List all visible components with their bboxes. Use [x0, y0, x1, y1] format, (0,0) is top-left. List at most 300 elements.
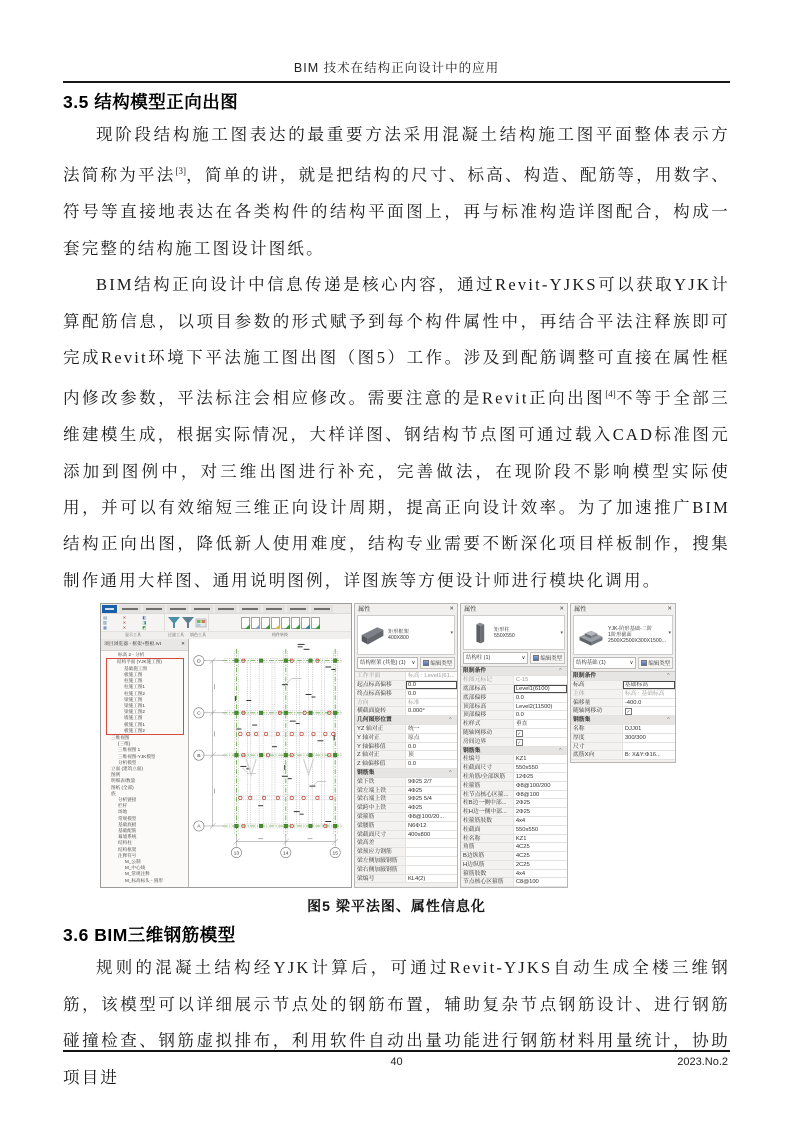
- property-label: H边纵筋: [461, 861, 514, 869]
- property-label: 梁左端上铁: [355, 787, 406, 795]
- property-row[interactable]: [461, 852, 567, 861]
- hide-icon[interactable]: ✕: [122, 615, 127, 621]
- property-label: Z 轴偏移值: [355, 760, 406, 768]
- type-preview[interactable]: YJK-阶形基础-二阶 1阶形截面 2500X2500X300X1500... ▾: [573, 615, 673, 655]
- edit-type-button[interactable]: 编辑类型: [638, 657, 673, 669]
- property-row[interactable]: [461, 711, 567, 720]
- browser-tree-item[interactable]: 柱施工图1: [106, 684, 184, 690]
- hide-icon[interactable]: ✕: [122, 620, 127, 626]
- chevron-down-icon[interactable]: ▾: [450, 630, 453, 637]
- browser-tree-item[interactable]: 梁施工图: [106, 697, 184, 703]
- browser-tree-item[interactable]: 三维视图-YJK模型: [118, 753, 156, 759]
- browser-tree-item[interactable]: 基础底板: [118, 821, 137, 827]
- color-fill-grid-icon[interactable]: [196, 618, 206, 628]
- close-icon[interactable]: ✕: [449, 606, 454, 613]
- property-label: 梁高差: [355, 839, 406, 847]
- property-value[interactable]: 400x800: [407, 831, 431, 838]
- property-row[interactable]: [355, 716, 457, 725]
- app-menu-button[interactable]: [102, 605, 117, 613]
- ribbon-tools: [101, 614, 351, 631]
- property-label: 钢筋集: [463, 747, 481, 754]
- filter-funnel-icon[interactable]: [168, 617, 180, 629]
- edit-type-button[interactable]: 编辑类型: [420, 657, 455, 669]
- property-row[interactable]: [571, 751, 675, 760]
- properties-panel-beam: [354, 603, 458, 888]
- property-label: 主体: [571, 690, 623, 698]
- show-icon[interactable]: ▤: [103, 615, 107, 621]
- property-row[interactable]: [461, 861, 567, 870]
- property-value[interactable]: [406, 839, 457, 847]
- property-value[interactable]: [623, 743, 675, 751]
- property-label: 梁截面尺寸: [355, 831, 406, 839]
- property-label: 角筋: [461, 843, 514, 851]
- property-value[interactable]: [557, 747, 567, 755]
- property-value[interactable]: [665, 716, 675, 724]
- property-value[interactable]: [406, 866, 457, 874]
- ribbon-tab[interactable]: [215, 605, 237, 613]
- project-browser-titlebar[interactable]: 项目浏览器 - 框架+整板.rvt ✕: [101, 639, 188, 651]
- close-icon[interactable]: ✕: [559, 606, 564, 613]
- property-row[interactable]: [355, 743, 457, 752]
- property-row[interactable]: [571, 743, 675, 752]
- property-value[interactable]: [406, 848, 457, 856]
- property-value[interactable]: 4x4: [515, 870, 526, 877]
- property-row[interactable]: [571, 734, 675, 743]
- browser-tree-item[interactable]: 墙施工图: [106, 715, 184, 721]
- browser-tree-item[interactable]: 注释符号: [118, 852, 137, 858]
- property-row[interactable]: [461, 720, 567, 729]
- browser-tree-item[interactable]: 板施工图: [106, 672, 184, 678]
- close-icon[interactable]: ✕: [180, 642, 185, 648]
- ribbon-tab[interactable]: [167, 605, 189, 613]
- chevron-down-icon: ∨: [521, 655, 526, 662]
- property-value[interactable]: -400.0: [624, 699, 642, 706]
- property-label: 柱样式: [461, 720, 514, 728]
- property-label: 顶部偏移: [461, 711, 514, 719]
- browser-tree-item[interactable]: 族: [111, 790, 116, 796]
- property-label: Y 轴偏移值: [355, 743, 406, 751]
- property-row[interactable]: [461, 738, 567, 747]
- property-value[interactable]: C-15: [515, 677, 529, 684]
- property-row[interactable]: [355, 813, 457, 822]
- browser-tree-item[interactable]: 图纸 (全部): [111, 784, 134, 790]
- browser-tree-item[interactable]: M_中心线: [125, 865, 146, 871]
- property-row[interactable]: [355, 690, 457, 699]
- browser-tree-item[interactable]: 幕墙系统: [118, 834, 137, 840]
- property-value[interactable]: C8@100: [515, 879, 539, 886]
- property-value[interactable]: [406, 857, 457, 865]
- ribbon-tab-strip[interactable]: [101, 604, 351, 614]
- property-value[interactable]: [514, 738, 567, 746]
- browser-tree-item[interactable]: 板施工图2: [106, 728, 184, 735]
- half-tone-icon[interactable]: ◧: [142, 615, 147, 621]
- property-value[interactable]: 0.0: [515, 712, 524, 719]
- ribbon-tab[interactable]: [119, 605, 141, 613]
- grid-bubble-label: 13: [233, 851, 240, 857]
- beam-preview-image: [360, 623, 386, 647]
- property-label: 起点标高偏移: [355, 681, 406, 689]
- ribbon-tab[interactable]: [143, 605, 165, 613]
- property-row[interactable]: [571, 681, 675, 690]
- group-label: 过滤工具: [168, 632, 184, 638]
- property-row[interactable]: [355, 760, 457, 769]
- property-row[interactable]: [355, 672, 457, 681]
- edit-type-icon: [423, 660, 429, 666]
- property-label: 限制条件: [573, 673, 597, 680]
- ribbon-tab[interactable]: [263, 605, 285, 613]
- browser-tree-item[interactable]: 梁施工图1: [106, 703, 184, 709]
- convert-tools-group[interactable]: [209, 614, 351, 631]
- browser-tree-item[interactable]: 结构框架: [118, 846, 137, 852]
- panel-title: 属性: [464, 606, 477, 614]
- property-value[interactable]: 12Φ25: [515, 773, 534, 780]
- property-row[interactable]: [461, 782, 567, 791]
- property-value[interactable]: 300/300: [624, 734, 646, 741]
- property-value[interactable]: N6Φ12: [407, 822, 427, 829]
- grid-bubble-label: 15: [332, 851, 338, 857]
- property-value[interactable]: 9Φ25 5/4: [407, 796, 432, 803]
- drawing-area[interactable]: [189, 639, 351, 887]
- browser-tree-item[interactable]: 梁施工图2: [106, 709, 184, 715]
- paragraph-1: 现阶段结构施工图表达的最重要方法采用混凝土结构施工图平面整体表示方法简称为平法[3]，简单的讲，就是把结构的尺寸、标高、构造、配筋等，用数字、符号等直接地表达在各类构件的结构平面图上，再与标准构造详图配合，构成一套完整的结构施工图设计图纸。: [63, 125, 730, 258]
- property-label: 柱名称: [461, 835, 514, 843]
- property-label: 梁腰筋: [355, 822, 406, 830]
- ribbon-tab[interactable]: [311, 605, 333, 613]
- browser-tree-item[interactable]: 基础配筋: [118, 827, 137, 833]
- property-value[interactable]: 顶: [407, 752, 414, 759]
- property-row[interactable]: [355, 822, 457, 831]
- group-label: 显示工具: [125, 632, 141, 638]
- export-doc-icon[interactable]: [281, 617, 290, 629]
- property-row[interactable]: [461, 773, 567, 782]
- figure-5: [63, 603, 730, 916]
- property-value[interactable]: 0.0: [407, 743, 416, 750]
- property-label: 梁预应力钢筋: [355, 848, 406, 856]
- property-row[interactable]: [461, 729, 567, 738]
- type-preview[interactable]: 矩形柱 550X550 ▾: [463, 615, 565, 650]
- property-row[interactable]: [461, 764, 567, 773]
- property-label: Z 轴对正: [355, 751, 406, 759]
- property-label: 柱箍筋肢数: [461, 817, 514, 825]
- browser-tree-item[interactable]: 三维视图: [111, 734, 130, 740]
- project-browser-tree: [101, 651, 188, 887]
- property-label: 节点核心区箍筋: [461, 878, 514, 886]
- show-icon[interactable]: ▦: [103, 625, 107, 631]
- page-footer: [63, 1050, 730, 1068]
- property-label: 柱图元标记: [461, 676, 514, 684]
- property-row[interactable]: [355, 725, 457, 734]
- issue-label: 2023.No.2: [677, 1056, 728, 1068]
- property-row[interactable]: [461, 835, 567, 844]
- property-value[interactable]: 原点: [407, 734, 420, 741]
- property-label: 底部偏移: [461, 694, 514, 702]
- browser-tree-item[interactable]: 明细表/数量: [111, 778, 136, 784]
- property-row[interactable]: [355, 769, 457, 778]
- property-row[interactable]: [461, 808, 567, 817]
- property-row[interactable]: [461, 676, 567, 685]
- property-value[interactable]: [623, 707, 675, 715]
- property-label: Y 轴对正: [355, 734, 406, 742]
- page-number: 40: [390, 1056, 403, 1068]
- property-row[interactable]: [571, 716, 675, 725]
- property-value[interactable]: 9Φ25 2/7: [407, 778, 432, 785]
- browser-tree-item[interactable]: 结构平面 (YJK施工图): [106, 658, 184, 665]
- property-row[interactable]: [461, 694, 567, 703]
- property-label: 柱角筋/全部纵筋: [461, 773, 514, 781]
- property-row[interactable]: [355, 839, 457, 848]
- filter-tools-group[interactable]: [165, 614, 209, 631]
- property-label: 梁左侧加腋钢筋: [355, 857, 406, 865]
- edit-type-icon: [533, 655, 539, 661]
- check-icon[interactable]: ◩: [142, 625, 147, 631]
- property-value[interactable]: 0.0: [407, 761, 416, 768]
- property-value[interactable]: 统一: [407, 726, 420, 733]
- type-preview[interactable]: 矩形框架 400X800 ▾: [357, 615, 455, 655]
- chevron-down-icon[interactable]: ▾: [560, 630, 563, 637]
- property-label: 随轴网移动: [461, 729, 514, 737]
- property-label: 名称: [571, 725, 623, 733]
- property-label: YZ 轴对正: [355, 725, 406, 733]
- browser-tree-item[interactable]: 立面 (建筑立面): [111, 765, 143, 771]
- property-value[interactable]: 4Φ25: [407, 787, 423, 794]
- property-label: 钢筋集: [573, 717, 591, 724]
- property-value[interactable]: 垂直: [515, 721, 528, 728]
- property-label: 标高: [571, 681, 623, 689]
- property-row[interactable]: [355, 734, 457, 743]
- property-value[interactable]: 2C25: [515, 861, 530, 868]
- property-value[interactable]: KL4(2): [407, 875, 426, 882]
- isolate-icon[interactable]: ◨: [142, 620, 147, 626]
- property-label: 梁跨中上铁: [355, 804, 406, 812]
- grid-bubble-label: B: [197, 754, 201, 760]
- figure-5-image: [100, 603, 730, 891]
- ribbon-tab[interactable]: [239, 605, 261, 613]
- property-label: 方向: [355, 699, 406, 707]
- property-label: 柱H边一侧中部...: [461, 808, 514, 816]
- property-row[interactable]: [571, 672, 675, 681]
- property-value[interactable]: [514, 729, 567, 737]
- property-row[interactable]: [461, 878, 567, 887]
- section-3-6-heading: 3.6 BIM三维钢筋模型: [63, 925, 236, 946]
- property-label: 钢筋集: [357, 770, 375, 777]
- property-row[interactable]: [355, 875, 457, 884]
- property-label: 梁下铁: [355, 778, 406, 786]
- property-row[interactable]: [461, 667, 567, 676]
- property-row[interactable]: [355, 804, 457, 813]
- property-value[interactable]: 标高 : 基础标高: [624, 690, 665, 697]
- browser-tree-item[interactable]: 场地: [118, 809, 128, 815]
- section-3-5-heading: 3.5 结构模型正向出图: [63, 92, 239, 112]
- property-value[interactable]: Φ8@100/20...: [407, 814, 445, 821]
- edit-type-button[interactable]: 编辑类型: [530, 652, 565, 664]
- property-row[interactable]: [461, 826, 567, 835]
- property-row[interactable]: [355, 866, 457, 875]
- hide-icon[interactable]: ✕: [122, 625, 127, 631]
- property-value[interactable]: 0.000°: [407, 708, 425, 715]
- property-row[interactable]: [461, 799, 567, 808]
- property-label: 柱节点核心区箍...: [461, 791, 514, 799]
- property-value[interactable]: 2Φ25: [515, 800, 531, 807]
- browser-tree-item[interactable]: 结构柱: [118, 840, 132, 846]
- property-label: 工作平面: [355, 672, 406, 680]
- revit-window: [100, 603, 352, 888]
- property-value[interactable]: Φ8@100/200: [515, 782, 551, 789]
- property-value[interactable]: KZ1: [515, 835, 527, 842]
- property-value[interactable]: 550x550: [515, 826, 539, 833]
- property-row[interactable]: [355, 848, 457, 857]
- property-label: 终点标高偏移: [355, 690, 406, 698]
- property-label: B边纵筋: [461, 852, 514, 860]
- paragraph-2: BIM结构正向设计中信息传递是核心内容，通过Revit-YJKS可以获取YJK计算配筋信息，以项目参数的形式赋予到每个构件属性中，再结合平法注释族即可完成Revit环境下平法施工图出图（图5）工作。涉及到配筋调整可直接在属性框内修改参数，平法标注会相应修改。需要注意的是Revit正向出图[4]不等于全部三维建模生成，根据实际情况，大样详图、钢结构节点图可通过载入CAD标准图元添加到图例中，对三维出图进行补充，完善做法，在现阶段不影响模型实际使用，并可以有效缩短三维正向设计周期，提高正向设计效率。为了加速推广BIM结构正向出图，降低新人使用难度，结构专业需要不断深化项目样板制作，搜集制作通用大样图、通用说明图例，详图族等方便设计师进行模块化调用。: [63, 275, 730, 590]
- export-doc-icon[interactable]: [311, 617, 320, 629]
- group-label: 填色工具: [190, 632, 206, 638]
- show-icon[interactable]: ▥: [103, 620, 107, 626]
- property-row[interactable]: [461, 703, 567, 712]
- property-value[interactable]: KZ1: [515, 756, 527, 763]
- property-row[interactable]: [355, 699, 457, 708]
- browser-tree-item[interactable]: 图例: [111, 772, 121, 778]
- property-value[interactable]: 标准: [407, 699, 420, 706]
- property-row[interactable]: [461, 791, 567, 800]
- grid-bubble-label: 14: [283, 851, 289, 857]
- property-value[interactable]: [447, 769, 457, 777]
- close-icon[interactable]: ✕: [667, 606, 672, 613]
- property-row[interactable]: [461, 755, 567, 764]
- property-label: 梁编号: [355, 875, 406, 883]
- group-label: 构件转换: [272, 632, 288, 638]
- grid-bubble-label: A: [197, 825, 201, 831]
- property-label: 柱B边一侧中部...: [461, 799, 514, 807]
- column-preview-image: [466, 620, 492, 646]
- property-label: 箍筋肢数: [461, 870, 514, 878]
- property-label: 顶部标高: [461, 703, 514, 711]
- export-doc-icon[interactable]: [241, 617, 250, 629]
- property-value[interactable]: 4Φ25: [407, 805, 423, 812]
- property-value[interactable]: 4C25: [515, 844, 530, 851]
- property-value[interactable]: 0.0: [406, 681, 457, 689]
- property-row[interactable]: [571, 725, 675, 734]
- property-value[interactable]: 基础标高: [623, 681, 675, 689]
- browser-tree-item[interactable]: M_标高标头 - 圆形: [125, 877, 164, 883]
- property-label: 房间边界: [461, 738, 514, 746]
- panel-title: 属性: [574, 606, 587, 614]
- browser-tree-item[interactable]: M_常规注释: [125, 871, 150, 877]
- export-doc-icon[interactable]: [261, 617, 270, 629]
- property-value[interactable]: Level2(11500): [515, 703, 553, 710]
- browser-tree-item[interactable]: 分析链接: [118, 796, 137, 802]
- chevron-down-icon[interactable]: ▾: [668, 630, 671, 637]
- property-row[interactable]: [461, 870, 567, 879]
- browser-tree-item[interactable]: 板施工图1: [106, 722, 184, 728]
- property-value[interactable]: [665, 672, 675, 680]
- property-row[interactable]: [355, 751, 457, 760]
- property-value[interactable]: Level1(6100): [514, 685, 567, 693]
- property-label: 底部标高: [461, 685, 514, 693]
- edit-type-icon: [641, 660, 647, 666]
- panel-title: 属性: [358, 606, 371, 614]
- browser-tree-item[interactable]: 常规模型: [118, 815, 137, 821]
- property-row[interactable]: [571, 707, 675, 716]
- property-row[interactable]: [355, 681, 457, 690]
- property-row[interactable]: [461, 817, 567, 826]
- browser-tree-item[interactable]: 柱施工图2: [106, 691, 184, 697]
- paragraph-3: 规则的混凝土结构经YJK计算后，可通过Revit-YJKS自动生成全楼三维钢筋，该模型可以详细展示节点处的钢筋布置，辅助复杂节点钢筋设计、进行钢筋碰撞检查、钢筋虚拟排布，利用软件自动出量功能进行钢筋材料用量统计，协助项目进: [63, 958, 730, 1087]
- property-value[interactable]: B: X&Y:Φ16...: [624, 752, 661, 759]
- grid-bubble-label: D: [197, 659, 201, 665]
- browser-tree-item[interactable]: {三维}: [118, 741, 131, 747]
- type-selector[interactable]: 结构基础 (1) ∨: [573, 657, 636, 669]
- property-row[interactable]: [571, 690, 675, 699]
- browser-tree-item[interactable]: 三维视图 1: [118, 747, 141, 753]
- running-header: BIM 技术在结构正向设计中的应用: [63, 0, 730, 83]
- property-value[interactable]: 4x4: [515, 817, 526, 824]
- property-label: 柱编号: [461, 755, 514, 763]
- foundation-preview-image: [576, 622, 606, 648]
- property-row[interactable]: [355, 831, 457, 840]
- property-row[interactable]: [461, 747, 567, 756]
- display-tools-group[interactable]: [101, 614, 165, 631]
- property-label: 柱截面尺寸: [461, 764, 514, 772]
- property-value[interactable]: 4C25: [515, 853, 530, 860]
- property-label: 几何图形位置: [357, 717, 392, 724]
- property-value[interactable]: 0.0: [407, 690, 416, 697]
- property-row[interactable]: [355, 787, 457, 796]
- property-row[interactable]: [571, 699, 675, 708]
- property-row[interactable]: [355, 707, 457, 716]
- property-value[interactable]: [557, 667, 567, 675]
- property-value[interactable]: 0.0: [515, 694, 524, 701]
- browser-tree-item[interactable]: 基础施工图: [106, 666, 184, 672]
- filter-funnel-icon[interactable]: [182, 617, 194, 629]
- property-value[interactable]: 2Φ25: [515, 809, 531, 816]
- browser-tree-item[interactable]: 栏杆: [118, 803, 128, 809]
- export-doc-icon[interactable]: [251, 617, 260, 629]
- grid-bubble-label: C: [197, 711, 201, 717]
- property-value[interactable]: DJJ01: [624, 726, 642, 733]
- property-value[interactable]: [447, 716, 457, 724]
- browser-tree-item[interactable]: M_公制: [125, 858, 141, 864]
- properties-panel-foundation: [570, 603, 676, 763]
- browser-tree-item[interactable]: 分析模型: [118, 759, 137, 765]
- chevron-down-icon: ∨: [411, 660, 416, 667]
- property-row[interactable]: [355, 778, 457, 787]
- property-value[interactable]: 标高 : Level1(61...: [407, 673, 455, 680]
- project-browser: [101, 639, 189, 887]
- property-label: 限制条件: [463, 668, 487, 675]
- ribbon-tab[interactable]: [287, 605, 309, 613]
- property-row[interactable]: [355, 795, 457, 804]
- property-label: 梁右端上铁: [355, 795, 406, 803]
- property-row[interactable]: [461, 685, 567, 694]
- property-label: 偏移量: [571, 699, 623, 707]
- type-selector[interactable]: 结构框架 (其他) (1) ∨: [357, 657, 418, 669]
- browser-tree-item[interactable]: 标高 2 - 分析: [118, 652, 145, 658]
- figure-caption: 图5 梁平法图、属性信息化: [307, 898, 486, 915]
- export-doc-icon[interactable]: [301, 617, 310, 629]
- browser-tree-item[interactable]: 柱施工图: [106, 678, 184, 684]
- property-value[interactable]: 550x550: [515, 765, 539, 772]
- property-value[interactable]: Φ8@100: [515, 791, 540, 798]
- property-label: 横截面旋转: [355, 707, 406, 715]
- property-label: 尺寸: [571, 743, 623, 751]
- export-doc-icon[interactable]: [291, 617, 300, 629]
- ribbon-tab[interactable]: [191, 605, 213, 613]
- type-selector[interactable]: 结构柱 (1) ∨: [463, 652, 528, 664]
- property-label: 梁箍筋: [355, 813, 406, 821]
- export-doc-icon[interactable]: [271, 617, 280, 629]
- property-row[interactable]: [355, 857, 457, 866]
- property-row[interactable]: [461, 843, 567, 852]
